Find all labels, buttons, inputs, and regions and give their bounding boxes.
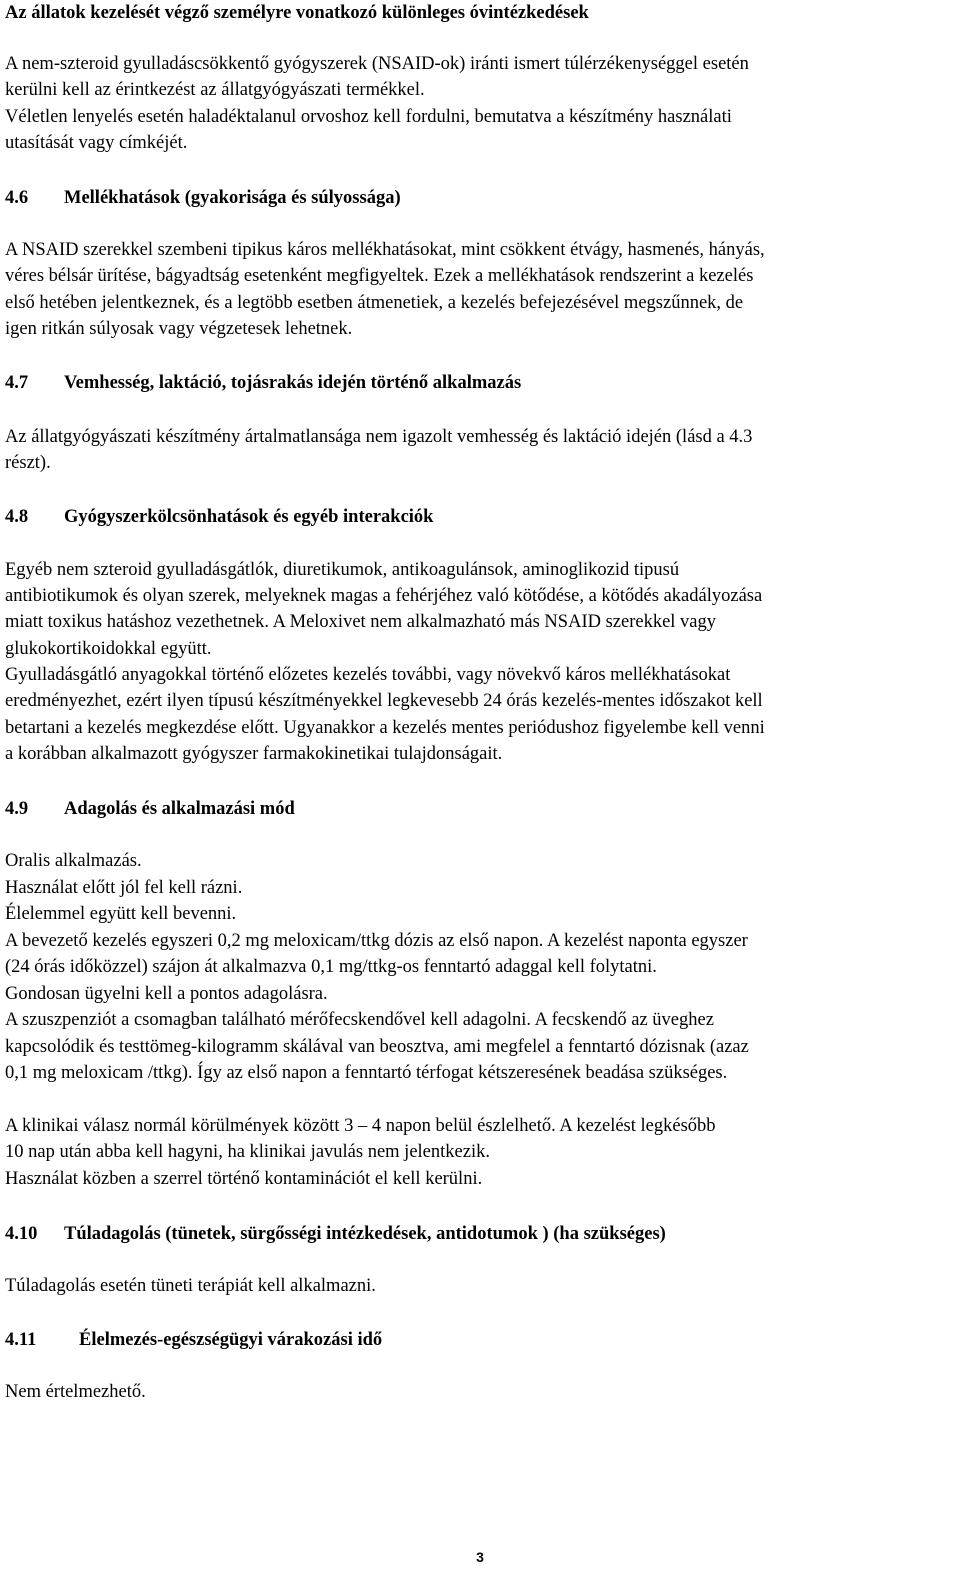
paragraph-line: Gyulladásgátló anyagokkal történő előzetes kezelés további, vagy növekvő káros mellékhatásokat xyxy=(5,665,731,685)
section-title: Mellékhatások (gyakorisága és súlyossága) xyxy=(64,188,401,208)
section-title: Vemhesség, laktáció, tojásrakás idején történő alkalmazás xyxy=(64,373,522,393)
paragraph-line: 0,1 mg meloxicam /ttkg). Így az első napon a fenntartó térfogat kétszeresének beadása szükséges. xyxy=(5,1063,728,1083)
section-heading-4-10 xyxy=(5,1221,666,1247)
paragraph-line: Élelemmel együtt kell bevenni. xyxy=(5,904,237,924)
paragraph-line: részt). xyxy=(5,453,51,473)
section-number: 4.8 xyxy=(5,507,29,527)
section-title: Túladagolás (tünetek, sürgősségi intézkedések, antidotumok ) (ha szükséges) xyxy=(64,1224,666,1244)
paragraph-line: a korábban alkalmazott gyógyszer farmakokinetikai tulajdonságait. xyxy=(5,744,503,764)
paragraph-line: Nem értelmezhető. xyxy=(5,1382,146,1402)
paragraph-line: antibiotikumok és olyan szerek, melyeknek magas a fehérjéhez való kötődése, a kötődés akadályozása xyxy=(5,586,763,606)
paragraph-line: utasítását vagy címkéjét. xyxy=(5,133,188,153)
paragraph-line: Az állatgyógyászati készítmény ártalmatlansága nem igazolt vemhesség és laktáció idején (lásd a 4.3 xyxy=(5,427,753,447)
section-heading-user-precautions: Az állatok kezelését végző személyre vonatkozó különleges óvintézkedések xyxy=(5,3,589,23)
paragraph-line: Oralis alkalmazás. xyxy=(5,851,142,871)
paragraph-line: A szuszpenziót a csomagban található mérőfecskendővel kell adagolni. A fecskendő az üveghez xyxy=(5,1010,714,1030)
section-title: Élelmezés-egészségügyi várakozási idő xyxy=(79,1330,383,1350)
paragraph-line: (24 órás időközzel) szájon át alkalmazva 0,1 mg/ttkg-os fenntartó adaggal kell folytatni. xyxy=(5,957,657,977)
paragraph-line: eredményezhet, ezért ilyen típusú készítményekkel legkevesebb 24 órás kezelés-mentes időszakot kell xyxy=(5,691,763,711)
paragraph-line: miatt toxikus hatáshoz vezethetnek. A Meloxivet nem alkalmazható más NSAID szerekkel vagy xyxy=(5,612,717,632)
section-heading-4-7 xyxy=(5,370,521,396)
paragraph-line: első hetében jelentkeznek, és a legtöbb esetben átmenetiek, a kezelés befejezésével megszűnnek, de xyxy=(5,293,744,313)
section-heading-4-8 xyxy=(5,504,433,530)
page-number: 3 xyxy=(476,1549,484,1565)
section-title: Adagolás és alkalmazási mód xyxy=(64,799,295,819)
section-heading-4-6 xyxy=(5,185,401,211)
section-number: 4.11 xyxy=(5,1330,37,1350)
paragraph-line: A nem-szteroid gyulladáscsökkentő gyógyszerek (NSAID-ok) iránti ismert túlérzékenységgel esetén xyxy=(5,54,749,74)
section-number: 4.6 xyxy=(5,188,29,208)
paragraph-line: Gondosan ügyelni kell a pontos adagolásra. xyxy=(5,984,328,1004)
section-number: 4.9 xyxy=(5,799,29,819)
paragraph-line: Használat előtt jól fel kell rázni. xyxy=(5,878,243,898)
paragraph-line: betartani a kezelés megkezdése előtt. Ugyanakkor a kezelés mentes periódushoz figyelembe kell venni xyxy=(5,718,765,738)
paragraph-line: glukokortikoidokkal együtt. xyxy=(5,639,212,659)
section-heading-4-9 xyxy=(5,796,295,822)
section-heading-4-11 xyxy=(5,1327,382,1353)
paragraph-line: kapcsolódik és testtömeg-kilogramm skálával van beosztva, ami megfelel a fenntartó dózisnak (azaz xyxy=(5,1037,749,1057)
paragraph-line: Túladagolás esetén tüneti terápiát kell alkalmazni. xyxy=(5,1276,376,1296)
paragraph-line: A klinikai válasz normál körülmények között 3 – 4 napon belül észlelhető. A kezelést legkésőbb xyxy=(5,1116,716,1136)
paragraph-line: 10 nap után abba kell hagyni, ha klinikai javulás nem jelentkezik. xyxy=(5,1142,490,1162)
paragraph-line: igen ritkán súlyosak vagy végzetesek lehetnek. xyxy=(5,319,353,339)
paragraph-line: véres bélsár ürítése, bágyadtság esetenként megfigyeltek. Ezek a mellékhatások rendszerint a kezelés xyxy=(5,266,754,286)
paragraph-line: A bevezető kezelés egyszeri 0,2 mg meloxicam/ttkg dózis az első napon. A kezelést naponta egyszer xyxy=(5,931,748,951)
paragraph-line: Véletlen lenyelés esetén haladéktalanul orvoshoz kell fordulni, bemutatva a készítmény használati xyxy=(5,107,732,127)
section-number: 4.7 xyxy=(5,373,29,393)
section-title: Gyógyszerkölcsönhatások és egyéb interakciók xyxy=(64,507,434,527)
paragraph-line: Egyéb nem szteroid gyulladásgátlók, diuretikumok, antikoagulánsok, aminoglikozid tipusú xyxy=(5,560,680,580)
section-number: 4.10 xyxy=(5,1224,38,1244)
paragraph-line: Használat közben a szerrel történő kontaminációt el kell kerülni. xyxy=(5,1169,483,1189)
paragraph-line: A NSAID szerekkel szembeni tipikus káros mellékhatásokat, mint csökkent étvágy, hasmenés, hányás, xyxy=(5,240,765,260)
paragraph-line: kerülni kell az érintkezést az állatgyógyászati termékkel. xyxy=(5,80,425,100)
